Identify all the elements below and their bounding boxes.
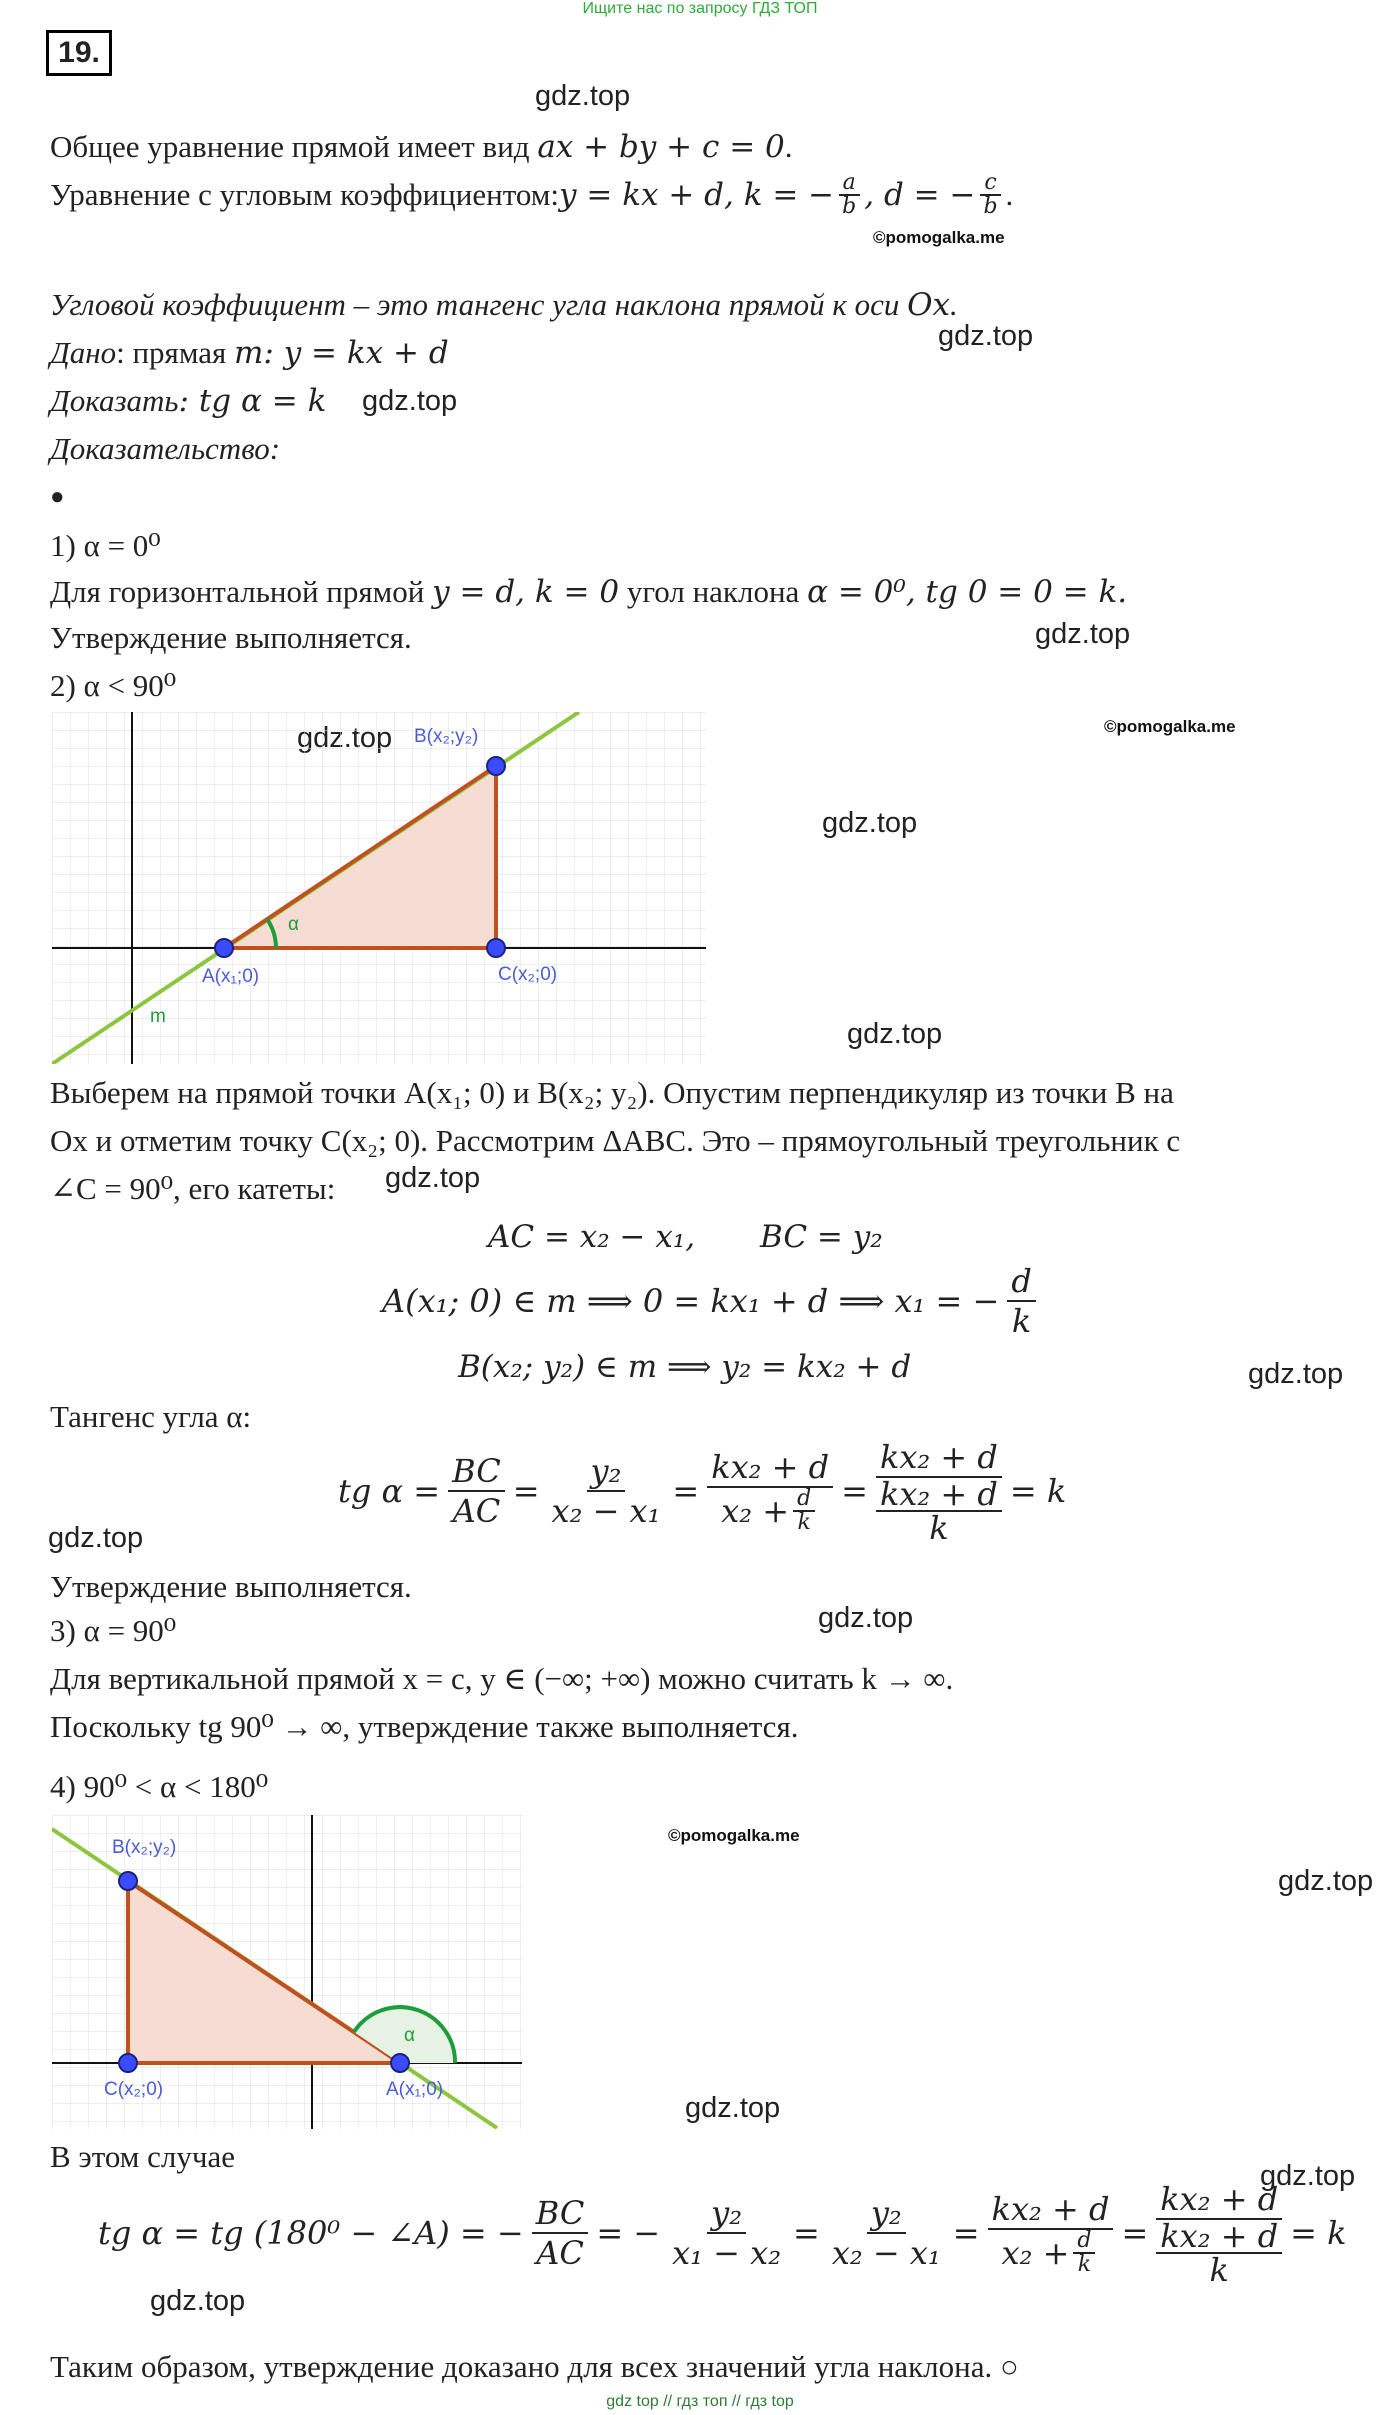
- watermark: gdz.top: [385, 1162, 481, 1194]
- tangent-equation: tg α = $\frac{BC}{AC}$ = $\frac{\text{y₂}}{\text{x₂ − x₁}}$ = kx₂ + d x₂ + $\frac{d}{k}$ = kx₂ + d kx₂ + d k = k: [338, 1438, 1067, 1547]
- watermark: gdz.top: [362, 385, 458, 417]
- footer-links[interactable]: gdz top // гдз топ // гдз top: [606, 2393, 794, 2410]
- watermark: gdz.top: [818, 1602, 914, 1634]
- point-b: [487, 757, 505, 775]
- point-b: [119, 1872, 137, 1890]
- case1-holds: Утверждение выполняется.: [50, 620, 412, 655]
- para2-line3: ∠C = 90⁰, его катеты:: [50, 1171, 336, 1206]
- top-search-link[interactable]: Ищите нас по запросу ГДЗ ТОП: [582, 0, 818, 17]
- watermark: gdz.top: [150, 2285, 246, 2317]
- slope-equation-line: Уравнение с угловым коэффициентом: y = kx + d, k = − $\frac{a}{b}$ , d = − $\frac{c}{b}$ .: [50, 170, 1014, 219]
- problem-number: 19.: [46, 30, 112, 76]
- label-c: C(x₂;0): [498, 964, 558, 985]
- para2-line2: Ox и отметим точку C(x₂; 0). Рассмотрим ΔABC. Это – прямоугольный треугольник с: [50, 1123, 1181, 1158]
- label-m: m: [150, 1006, 166, 1027]
- case4-heading: 4) 90⁰ < α < 180⁰: [50, 1769, 269, 1804]
- general-equation-line: Общее уравнение прямой имеет вид ax + by + c = 0.: [50, 129, 793, 165]
- watermark: gdz.top: [938, 320, 1034, 352]
- watermark: gdz.top: [1248, 1358, 1344, 1390]
- case1-heading: 1) α = 0⁰: [50, 528, 161, 563]
- point-c: [487, 939, 505, 957]
- bullet: ●: [50, 484, 65, 510]
- definition-line: Угловой коэффициент – это тангенс угла наклона прямой к оси Ox.: [50, 287, 958, 323]
- given-line: Дано: прямая m: y = kx + d: [50, 335, 449, 371]
- watermark: gdz.top: [847, 1018, 943, 1050]
- conclusion: Таким образом, утверждение доказано для всех значений угла наклона. ○: [50, 2349, 1019, 2384]
- watermark: gdz.top: [1278, 1865, 1374, 1897]
- point-a: [391, 2054, 409, 2072]
- watermark: gdz.top: [1035, 618, 1131, 650]
- label-alpha: α: [404, 2025, 415, 2046]
- case3-line2: Поскольку tg 90⁰ → ∞, утверждение также выполняется.: [50, 1709, 799, 1744]
- point-c: [119, 2054, 137, 2072]
- tangent-equation-case4: tg α = tg (180⁰ − ∠A) = − $\frac{BC}{AC}$ = − $\frac{\text{y₂}}{\text{x₁ − x₂}}$ = $\frac{\text{y₂}}{\text{x₂ − x₁}}$ = kx₂ + d x₂ + $\frac{d}{k}$ = kx₂ + d kx₂ + d k = k: [98, 2180, 1347, 2289]
- case1-text: Для горизонтальной прямой y = d, k = 0 угол наклона α = 0⁰, tg 0 = 0 = k.: [50, 574, 1128, 610]
- diagram-obtuse-angle: [52, 1815, 522, 2129]
- eq-a-in-m: A(x₁; 0) ∈ m ⟹ 0 = kx₁ + d ⟹ x₁ = − $\frac{d}{k}$: [378, 1262, 1040, 1340]
- point-a: [215, 939, 233, 957]
- label-b: B(x₂;y₂): [112, 1837, 177, 1858]
- watermark: gdz.top: [822, 807, 918, 839]
- watermark: gdz.top: [48, 1522, 144, 1554]
- label-a: A(x₁;0): [386, 2079, 444, 2100]
- case3-line1: Для вертикальной прямой x = c, y ∈ (−∞; +∞) можно считать k → ∞.: [50, 1661, 954, 1696]
- label-alpha: α: [288, 914, 299, 935]
- case2-heading: 2) α < 90⁰: [50, 668, 177, 703]
- proof-label: Доказательство:: [50, 431, 281, 466]
- case2-holds: Утверждение выполняется.: [50, 1569, 412, 1604]
- label-b: B(x₂;y₂): [414, 726, 479, 747]
- case3-heading: 3) α = 90⁰: [50, 1613, 177, 1648]
- watermark: gdz.top: [535, 80, 631, 112]
- diagram-acute-angle: [52, 712, 706, 1064]
- copyright: ©pomogalka.me: [1104, 717, 1236, 736]
- watermark: gdz.top: [1260, 2160, 1356, 2192]
- watermark: gdz.top: [685, 2092, 781, 2124]
- label-a: A(x₁;0): [202, 966, 260, 987]
- eq-b-in-m: B(x₂; y₂) ∈ m ⟹ y₂ = kx₂ + d: [458, 1349, 912, 1385]
- para2-line1: Выберем на прямой точки A(x₁; 0) и B(x₂; y₂). Опустим перпендикуляр из точки B на: [50, 1075, 1174, 1110]
- prove-line: Доказать: tg α = k: [50, 383, 327, 419]
- this-case-label: В этом случае: [50, 2139, 235, 2174]
- eq-bc: BC = y₂: [760, 1219, 883, 1255]
- copyright: ©pomogalka.me: [668, 1826, 800, 1845]
- label-c: C(x₂;0): [104, 2079, 164, 2100]
- eq-ac: AC = x₂ − x₁,: [488, 1219, 696, 1255]
- copyright: ©pomogalka.me: [873, 228, 1005, 247]
- tangent-label: Тангенс угла α:: [50, 1399, 252, 1434]
